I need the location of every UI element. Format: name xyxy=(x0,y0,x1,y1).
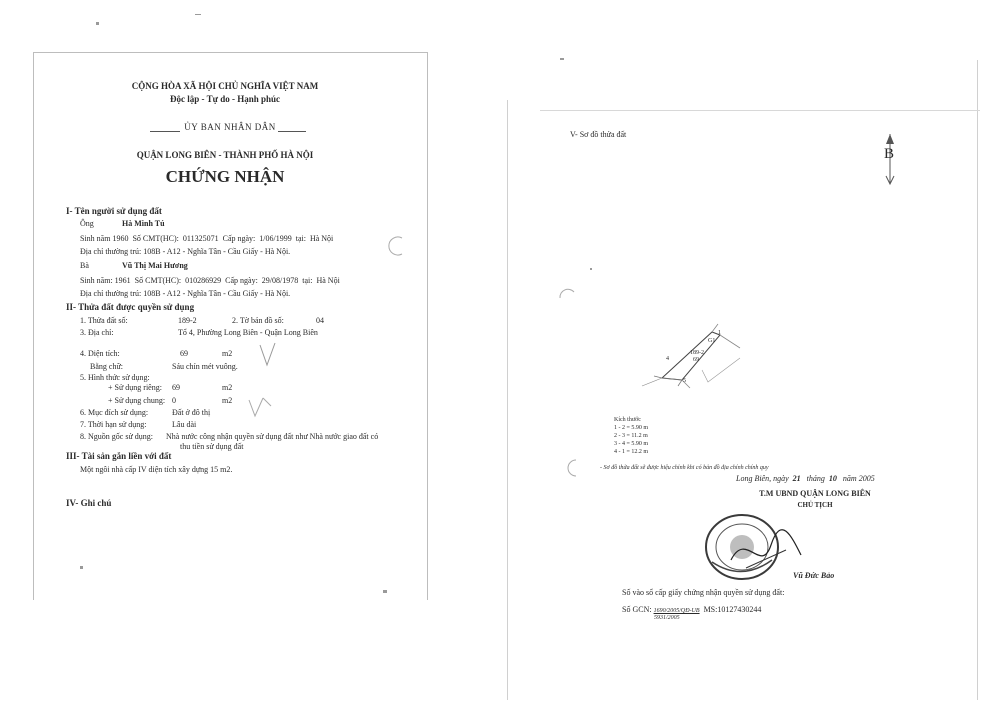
address: 108B - A12 - Nghĩa Tân - Cầu Giấy - Hà Nội. xyxy=(143,289,291,298)
place-label: tại: xyxy=(302,276,313,285)
birth-year: 1961 xyxy=(114,276,131,285)
right-page-right-edge xyxy=(977,60,978,700)
area-words-label: Bằng chữ: xyxy=(90,362,123,371)
date-place: Long Biên, ngày xyxy=(736,474,789,483)
signatory-role: CHỦ TỊCH xyxy=(797,501,833,509)
signer-name: Vũ Đức Bảo xyxy=(793,571,835,580)
birth-year: 1960 xyxy=(112,234,129,243)
area-words-value: Sáu chín mét vuông. xyxy=(172,362,238,371)
person2-address-line xyxy=(80,289,290,298)
purpose-value: Đất ở đô thị xyxy=(172,408,211,417)
place: Hà Nội xyxy=(309,234,334,243)
person2-name: Vũ Thị Mai Hương xyxy=(122,261,188,270)
dimension-line: 3 - 4 = 5.90 m xyxy=(614,441,649,447)
origin-label: 8. Nguồn gốc sử dụng: xyxy=(80,432,153,441)
scan-speck xyxy=(383,590,387,593)
term-value: Lâu dài xyxy=(172,420,197,429)
section-4-heading: IV- Ghi chú xyxy=(66,498,112,508)
common-use-unit: m2 xyxy=(222,396,233,405)
date-day: 21 xyxy=(792,474,801,483)
sketch-parcel-label: 189-2 xyxy=(690,350,704,356)
year-label: năm xyxy=(842,474,857,483)
common-use-value: 0 xyxy=(172,396,176,405)
id-number: 010286929 xyxy=(185,276,222,285)
scan-speck xyxy=(195,14,201,15)
right-page-rule xyxy=(540,110,980,111)
address-label: Địa chỉ thường trú: xyxy=(80,247,142,256)
birth-label: Sinh năm: xyxy=(80,276,113,285)
map-sheet-label: 2. Tờ bản đồ số: xyxy=(232,316,284,325)
sketch-point-4: 4 xyxy=(666,356,669,362)
committee-name: ỦY BAN NHÂN DÂN xyxy=(184,122,276,132)
issue-label: Cấp ngày: xyxy=(222,234,256,243)
scan-speck xyxy=(590,268,592,270)
north-letter: B xyxy=(884,146,895,162)
sketch-note: - Sơ đồ thửa đất sẽ được hiệu chỉnh khi có bản đồ địa chính chính quy xyxy=(600,465,769,471)
scan-speck xyxy=(96,22,99,25)
id-label: Số CMT(HC): xyxy=(134,276,182,285)
parcel-number-label: 1. Thửa đất số: xyxy=(80,316,128,325)
committee-rule-right xyxy=(278,131,306,132)
sketch-parcel-area: 69 xyxy=(693,357,699,363)
term-label: 7. Thời hạn sử dụng: xyxy=(80,420,147,429)
assets-text: Một ngôi nhà cấp IV diện tích xây dựng 15 m2. xyxy=(80,465,233,474)
dimensions-heading: Kích thước xyxy=(614,417,641,423)
issue-date: 1/06/1999 xyxy=(259,234,292,243)
punch-hole-icon xyxy=(384,235,406,257)
section-3-heading: III- Tài sản gắn liền với đất xyxy=(66,451,172,461)
person1-id-line xyxy=(80,234,333,243)
registry-line: Số vào sổ cấp giấy chứng nhận quyền sử dụng đất: xyxy=(622,588,785,597)
section-1-heading: I- Tên người sử dụng đất xyxy=(66,206,162,216)
scan-speck xyxy=(80,566,83,569)
handwritten-mark-icon xyxy=(255,335,285,375)
issue-label: Cấp ngày: xyxy=(225,276,258,285)
origin-line-2: thu tiền sử dụng đất xyxy=(180,442,244,451)
map-sheet-value: 04 xyxy=(316,316,324,325)
date-year: 2005 xyxy=(858,474,875,483)
area-unit: m2 xyxy=(222,349,233,358)
purpose-label: 6. Mục đích sử dụng: xyxy=(80,408,149,417)
section-5-heading: V- Sơ đồ thửa đất xyxy=(570,130,627,139)
left-page-edge xyxy=(33,52,34,600)
sketch-point-1: 1 xyxy=(718,330,721,336)
motto: Độc lập - Tự do - Hạnh phúc xyxy=(169,94,280,104)
scan-speck xyxy=(560,58,564,60)
gcn-line xyxy=(622,605,761,614)
private-use-value: 69 xyxy=(172,383,180,392)
dimension-line: 1 - 2 = 5.90 m xyxy=(614,425,649,431)
date-line xyxy=(736,474,875,483)
private-use-unit: m2 xyxy=(222,383,233,392)
gcn-label: Số GCN: xyxy=(622,605,652,614)
area-value: 69 xyxy=(180,349,188,358)
birth-label: Sinh năm xyxy=(80,234,111,243)
date-month: 10 xyxy=(828,474,837,483)
country-name: CỘNG HÒA XÃ HỘI CHỦ NGHĨA VIỆT NAM xyxy=(131,81,319,91)
month-label: tháng xyxy=(806,474,825,483)
handwritten-mark-icon xyxy=(245,392,275,422)
ms-value: 10127430244 xyxy=(717,605,762,614)
sketch-point-5: 5 xyxy=(683,378,686,384)
person2-id-line xyxy=(80,276,340,285)
parcel-address-value: Tổ 4, Phường Long Biên - Quận Long Biên xyxy=(178,328,318,337)
document-title: CHỨNG NHẬN xyxy=(165,167,285,186)
person2-salutation: Bà xyxy=(80,261,89,270)
dimension-line: 2 - 3 = 11.2 m xyxy=(614,433,648,439)
district-name: QUẬN LONG BIÊN - THÀNH PHỐ HÀ NỘI xyxy=(136,150,314,160)
person1-address-line xyxy=(80,247,290,256)
parcel-number-value: 189-2 xyxy=(178,316,197,325)
common-use-label: + Sử dụng chung: xyxy=(108,396,166,405)
issue-date: 29/08/1978 xyxy=(261,276,299,285)
sketch-road-label: G1 xyxy=(708,338,716,344)
left-page-right-edge xyxy=(427,52,428,600)
id-label: Số CMT(HC): xyxy=(132,234,179,243)
person1-salutation: Ông xyxy=(80,219,94,228)
address-label: Địa chỉ thường trú: xyxy=(80,289,142,298)
signatory-org: T.M UBND QUẬN LONG BIÊN xyxy=(759,489,871,498)
section-2-heading: II- Thửa đất được quyền sử dụng xyxy=(66,302,195,312)
parcel-address-label: 3. Địa chỉ: xyxy=(80,328,114,337)
right-page-edge xyxy=(507,100,508,700)
place-label: tại: xyxy=(295,234,306,243)
left-page-top-edge xyxy=(33,52,428,53)
dimension-line: 4 - 1 = 12.2 m xyxy=(614,449,649,455)
usage-form-label: 5. Hình thức sử dụng: xyxy=(80,373,150,382)
address: 108B - A12 - Nghĩa Tân - Cầu Giấy - Hà Nội. xyxy=(143,247,291,256)
id-number: 011325071 xyxy=(182,234,219,243)
place: Hà Nội xyxy=(316,276,340,285)
gcn-sub: 5931/2005 xyxy=(654,615,680,621)
punch-hole-icon xyxy=(558,286,578,302)
origin-line-1: Nhà nước công nhận quyền sử dụng đất như Nhà nước giao đất có xyxy=(166,432,379,441)
punch-hole-icon xyxy=(562,458,580,478)
person1-name: Hà Minh Tú xyxy=(122,219,165,228)
gcn-handwritten: 1690/2005/QĐ-UB xyxy=(653,608,700,614)
ms-label: MS: xyxy=(703,605,718,614)
area-label: 4. Diện tích: xyxy=(80,349,120,358)
private-use-label: + Sử dụng riêng: xyxy=(108,383,162,392)
